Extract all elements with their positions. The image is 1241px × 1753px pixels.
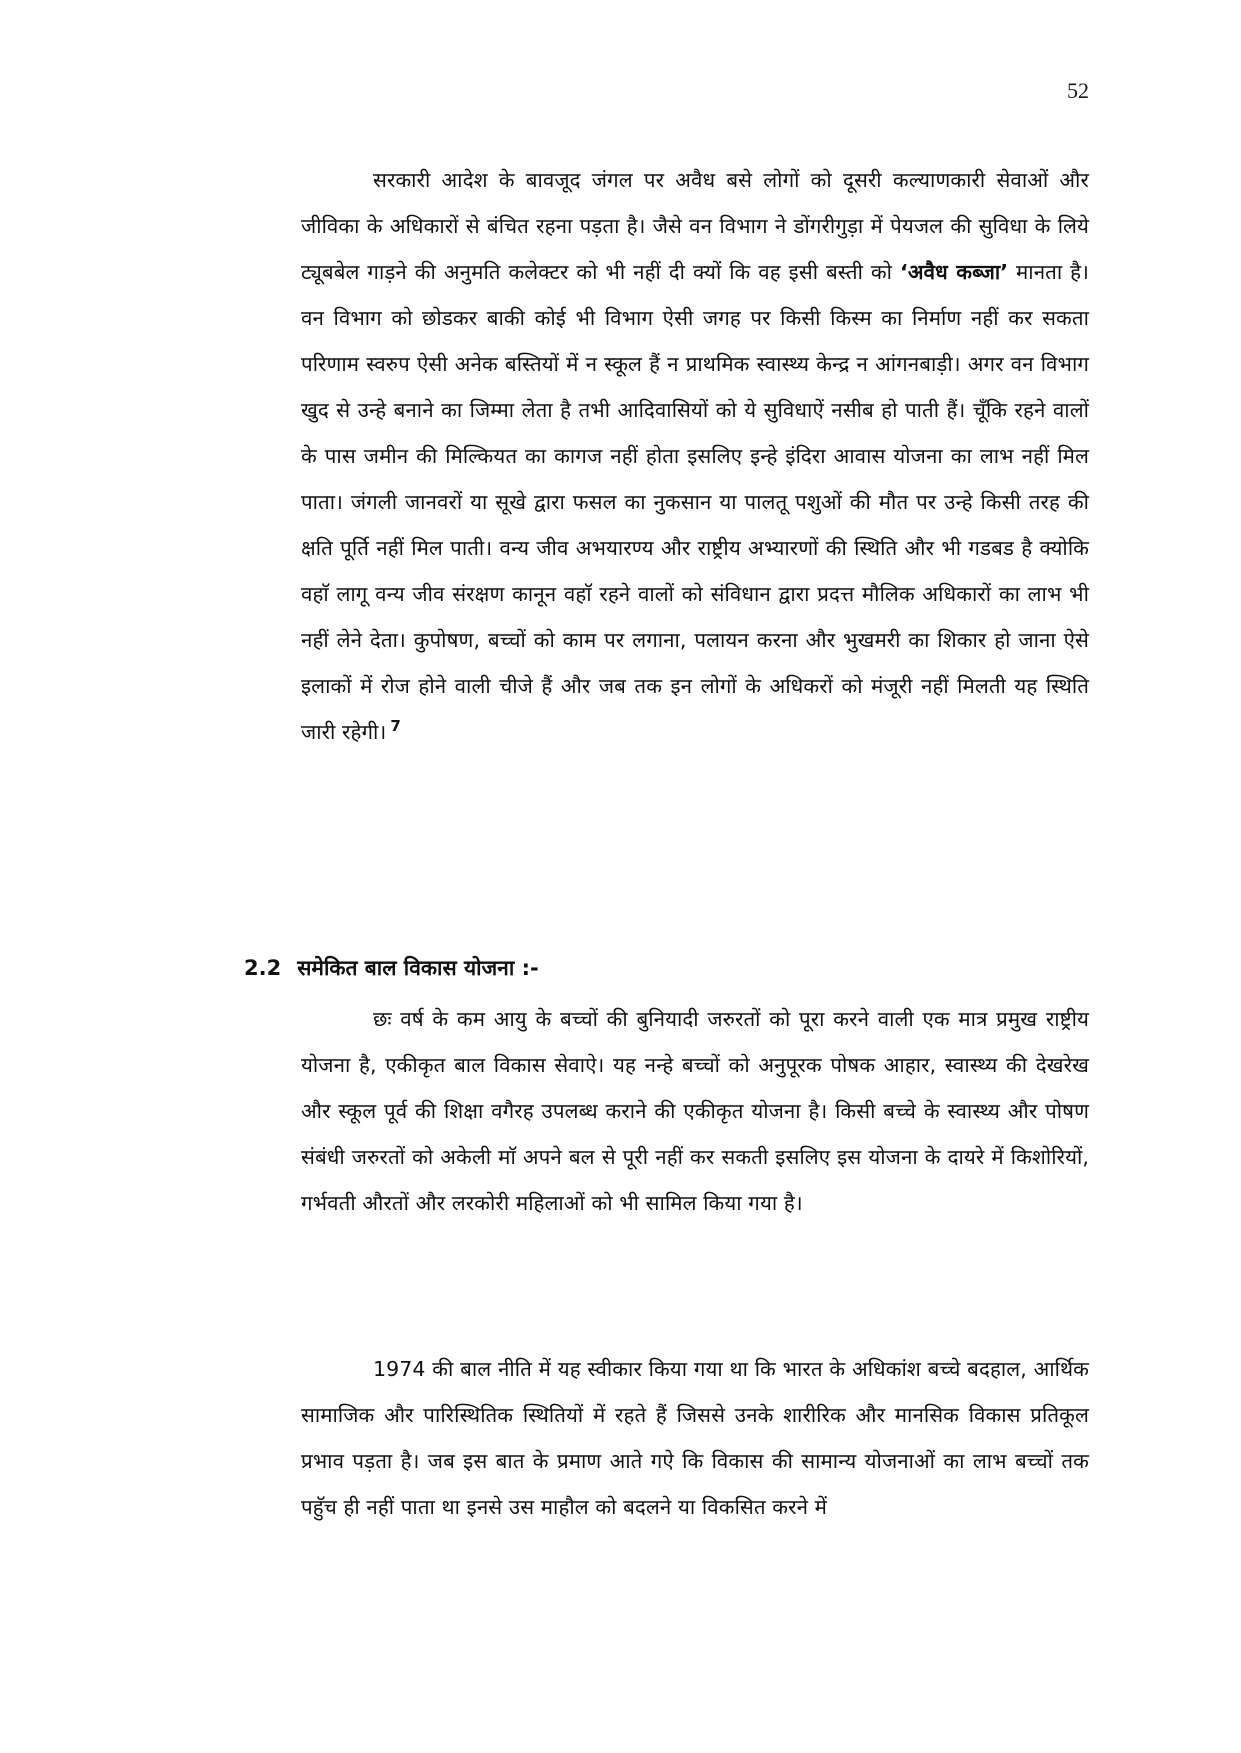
section-title: समेकित बाल विकास योजना :- (297, 956, 539, 980)
body-paragraph-child-policy-1974 (301, 1346, 1089, 1530)
body-paragraph-forest-settlements (301, 157, 1089, 755)
emphasized-phrase: ‘अवैध कब्जा’ (899, 260, 1009, 284)
body-paragraph-icds-scheme (301, 996, 1089, 1226)
section-heading (244, 954, 539, 982)
paragraph-text: 1974 की बाल नीति में यह स्वीकार किया गया था कि भारत के अधिकांश बच्चे बदहाल, आर्थिक सामाजिक और पारिस्थितिक स्थितियों में रहते हैं जिससे उनके शारीरिक और मानसिक विकास प्रतिकूल प्रभाव पड़ता है। जब इस बात के प्रमाण आते गऐ कि विकास की सामान्य योजनाओं का लाभ बच्चों तक पहुॅच ही नहीं पाता था इनसे उस माहौल को बदलने या विकसित करने में (301, 1357, 1089, 1519)
section-number: 2.2 (244, 956, 282, 980)
paragraph-text: मानता है। वन विभाग को छोडकर बाकी कोई भी विभाग ऐसी जगह पर किसी किस्म का निर्माण नहीं कर सकता परिणाम स्वरुप ऐसी अनेक बस्तियों में न स्कूल हैं न प्राथमिक स्वास्थ्य केन्द्र न आंगनबाड़ी। अगर वन विभाग खुद से उन्हे बनाने का जिम्मा लेता है तभी आदिवासियों को ये सुविधाऐं नसीब हो पाती हैं। चूँकि रहने वालों के पास जमीन की मिल्कियत का कागज नहीं होता इसलिए इन्हे इंदिरा आवास योजना का लाभ नहीं मिल पाता। जंगली जानवरों या सूखे द्वारा फसल का नुकसान या पालतू पशुओं की मौत पर उन्हे किसी तरह की क्षति पूर्ति नहीं मिल पाती। वन्य जीव अभयारण्य और राष्ट्रीय अभ्यारणों की स्थिति और भी गडबड है क्योकि वहाॅ लागू वन्य जीव संरक्षण कानून वहाॅ रहने वालों को संविधान द्वारा प्रदत्त मौलिक अधिकारों का लाभ भी नहीं लेने देता। कुपोषण, बच्चों को काम पर लगाना, पलायन करना और भुखमरी का शिकार हो जाना ऐसे इलाकों में रोज होने वाली चीजे हैं और जब तक इन लोगों के अधिकरों को मंजूरी नहीं मिलती यह स्थिति जारी रहेगी। (301, 260, 1090, 744)
footnote-marker: 7 (390, 717, 401, 736)
paragraph-text: छः वर्ष के कम आयु के बच्चों की बुनियादी जरुरतों को पूरा करने वाली एक मात्र प्रमुख राष्ट्रीय योजना है, एकीकृत बाल विकास सेवाऐ। यह नन्हे बच्चों को अनुपूरक पोषक आहार, स्वास्थ्य की देखरेख और स्कूल पूर्व की शिक्षा वगैरह उपलब्ध कराने की एकीकृत योजना है। किसी बच्चे के स्वास्थ्य और पोषण संबंधी जरुरतों को अकेली माॅ अपने बल से पूरी नहीं कर सकती इसलिए इस योजना के दायरे में किशोरियों, गर्भवती औरतों और लरकोरी महिलाओं को भी सामिल किया गया है। (301, 1007, 1089, 1215)
page-number: 52 (1067, 78, 1089, 103)
paragraph-text: सरकारी आदेश के बावजूद जंगल पर अवैध बसे लोगों को दूसरी कल्याणकारी सेवाओं और जीविका के अधिकारों से बंचित रहना पड़ता है। जैसे वन विभाग ने डोंगरीगुड़ा में पेयजल की सुविधा के लिये ट्यूबबेल गाड़ने की अनुमति कलेक्टर को भी नहीं दी क्यों कि वह इसी बस्ती को (301, 168, 1089, 284)
